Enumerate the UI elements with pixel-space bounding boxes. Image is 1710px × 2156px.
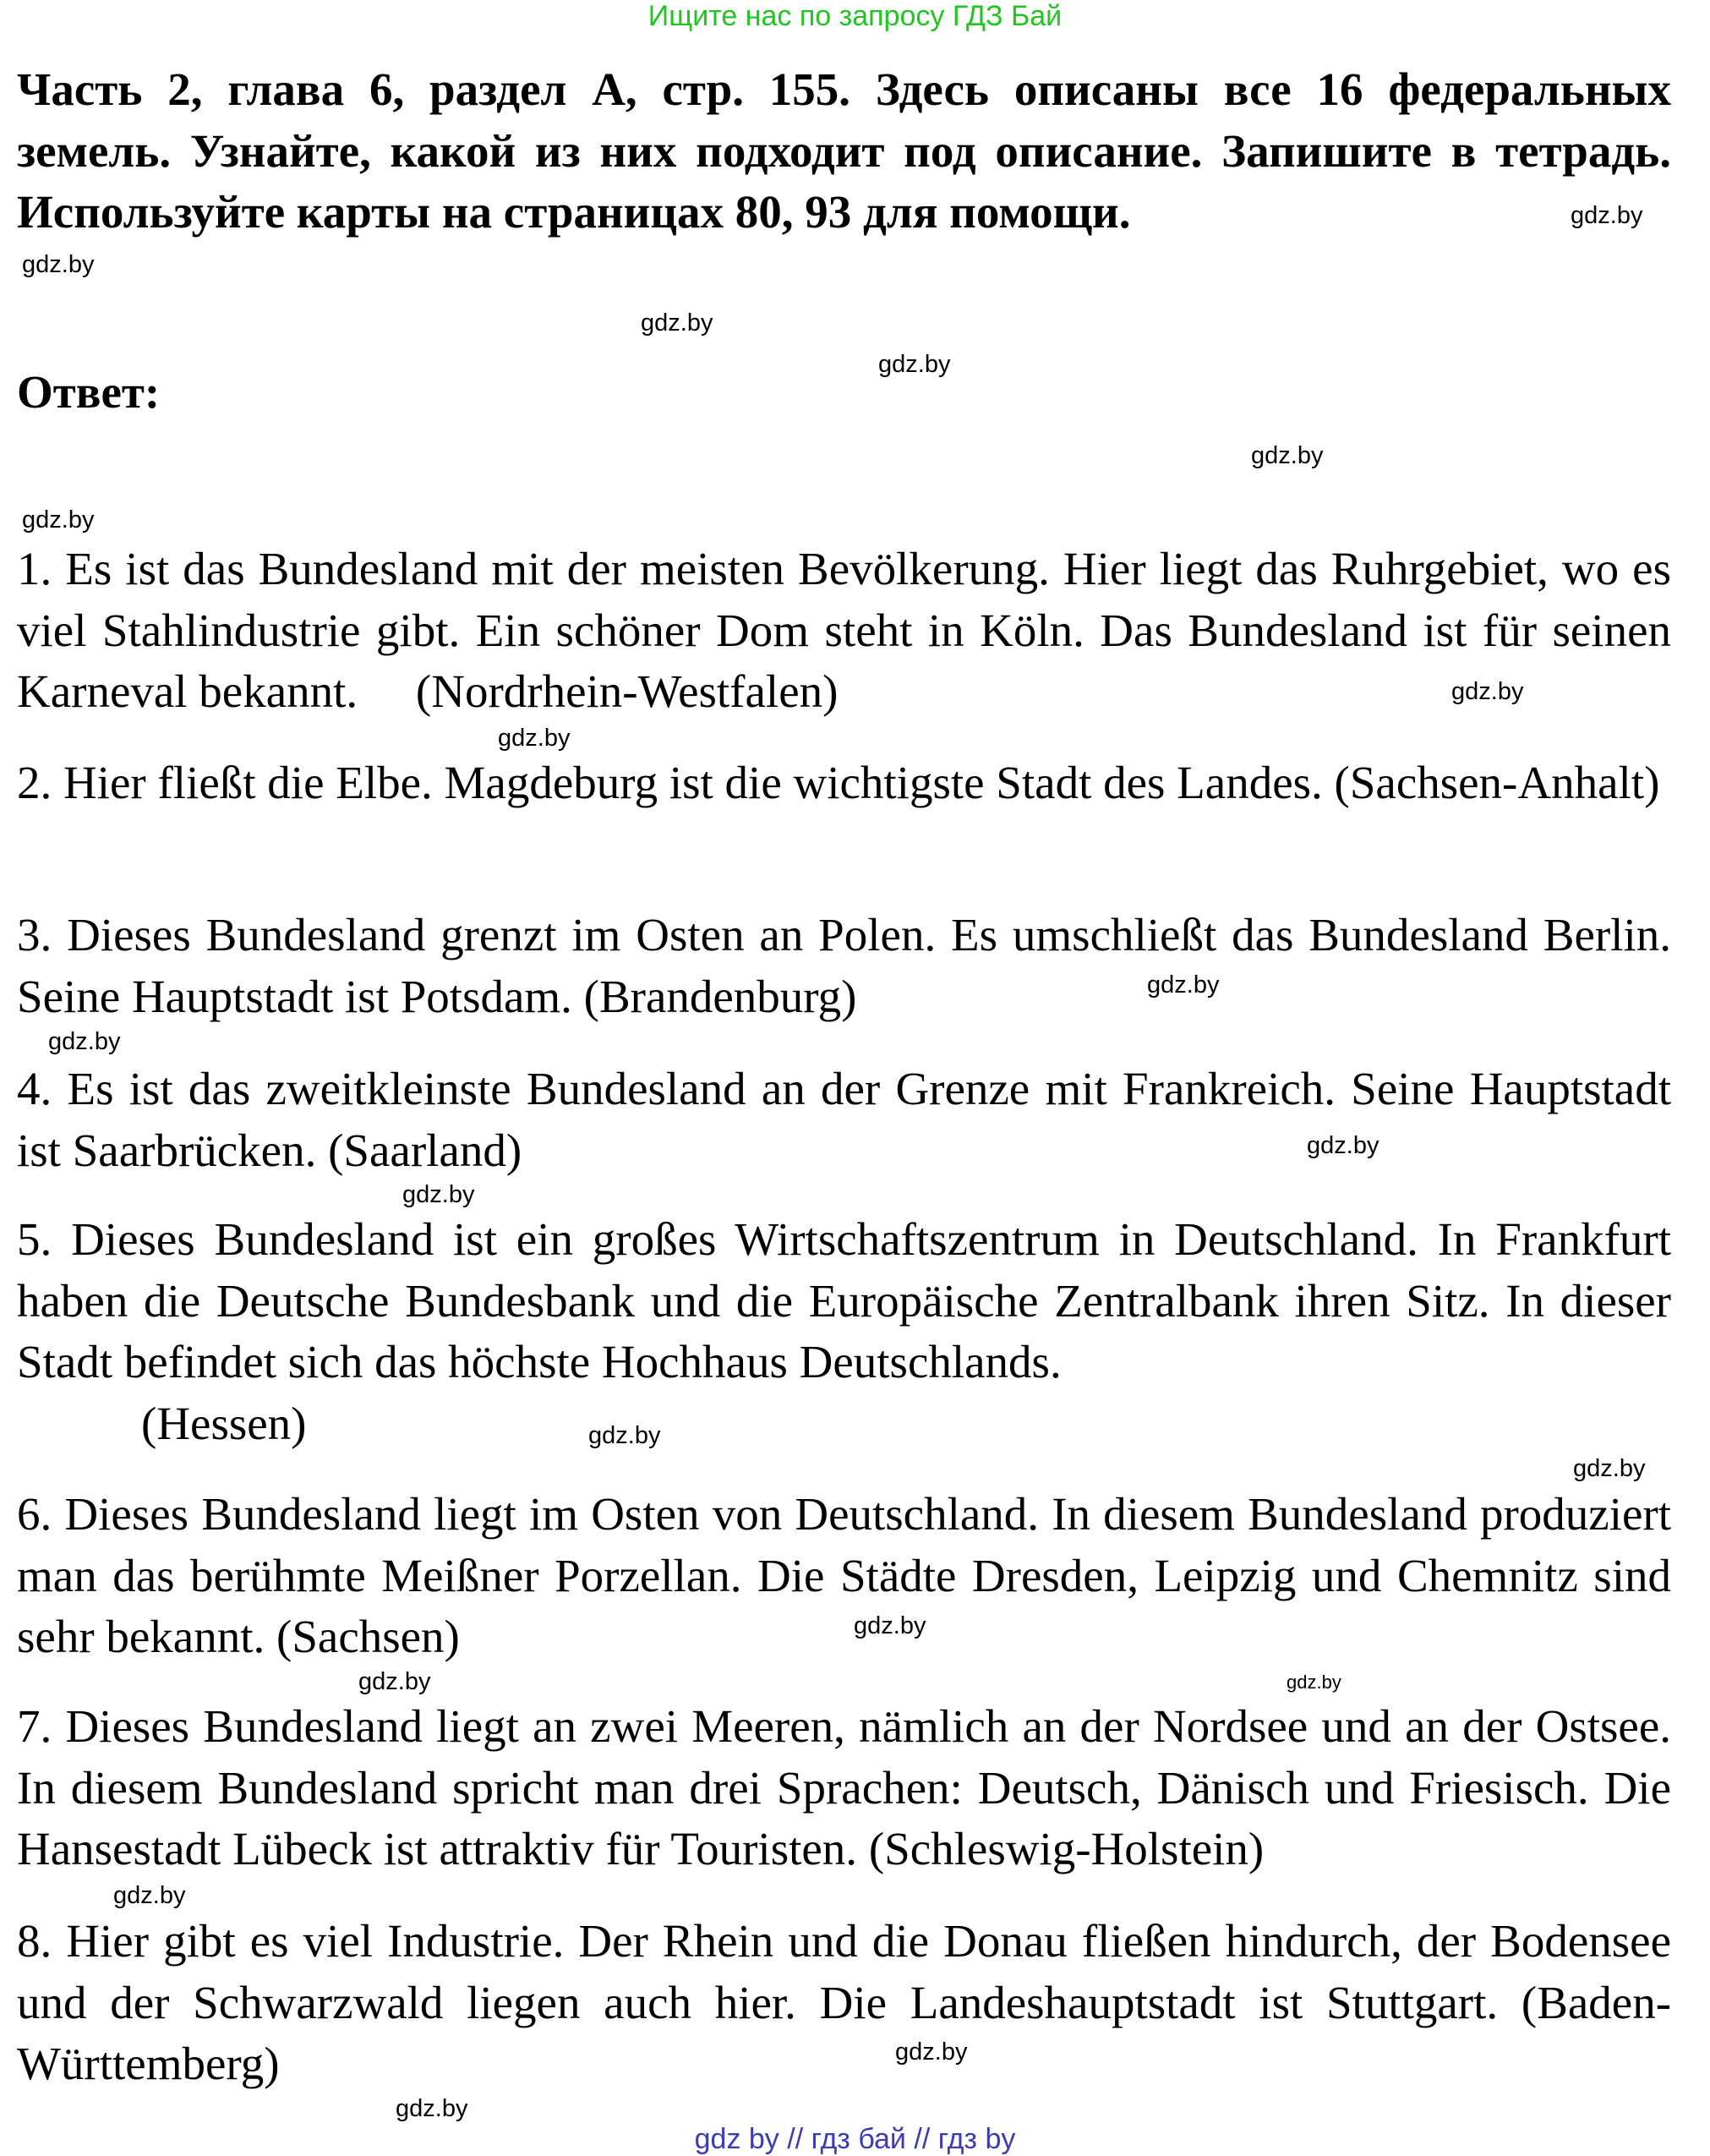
item-answer: (Nordrhein-Westfalen) (415, 665, 839, 718)
item-text: 1. Es ist das Bundesland mit der meisten Bevölkerung. Hier liegt das Ruhrgebiet, wo es viel Stahlindustrie gibt. Ein schöner Dom steht in Köln. Das Bundesland ist für seinen Karneval bekannt. (17, 543, 1671, 718)
item-text: 6. Dieses Bundesland liegt im Osten von Deutschland. In diesem Bundesland produziert man das berühmte Meißner Porzellan. Die Städte Dresden, Leipzig und Chemnitz sind sehr bekannt. (17, 1488, 1671, 1663)
task-heading: Часть 2, глава 6, раздел A, стр. 155. Здесь описаны все 16 федеральных земель. Узнайте, какой из них подходит под описание. Запишите в тетрадь. Используйте карты на страницах 80, 93 для помощи. (17, 63, 1671, 238)
answer-item-8 (17, 1911, 1671, 2095)
watermark: gdz.by (641, 309, 713, 337)
item-answer: (Hessen) (141, 1397, 307, 1449)
item-answer: (Sachsen-Anhalt) (1334, 757, 1660, 808)
item-text: 4. Es ist das zweitkleinste Bundesland an der Grenze mit Frankreich. Seine Hauptstadt ist Saarbrücken. (17, 1063, 1671, 1176)
watermark: gdz.by (22, 251, 95, 278)
watermark: gdz.by (895, 2038, 968, 2066)
item-answer: (Brandenburg) (583, 970, 857, 1022)
item-answer: (Baden-Württemberg) (17, 1976, 1672, 2090)
watermark: gdz.by (498, 725, 571, 752)
watermark: gdz.by (1571, 202, 1643, 229)
answer-item-6 (17, 1484, 1671, 1668)
watermark: gdz.by (1147, 971, 1220, 999)
search-banner[interactable]: Ищите нас по запросу ГДЗ Бай (647, 0, 1063, 32)
item-text: 5. Dieses Bundesland ist ein großes Wirtschaftszentrum in Deutschland. In Frankfurt haben die Deutsche Bundesbank und die Europäische Zentralbank ihren Sitz. In dieser Stadt befindet sich das höchste Hochhaus Deutschlands. (17, 1213, 1671, 1388)
watermark: gdz.by (358, 1668, 431, 1695)
item-text: 3. Dieses Bundesland grenzt im Osten an Polen. Es umschließt das Bundesland Berlin. Seine Hauptstadt ist Potsdam. (17, 909, 1671, 1022)
answer-item-7 (17, 1696, 1671, 1880)
watermark: gdz.by (1251, 442, 1324, 469)
footer-links[interactable]: gdz by // гдз бай // гдз by (694, 2123, 1016, 2155)
answer-item-2 (17, 752, 1671, 814)
answer-item-4 (17, 1059, 1671, 1181)
watermark: gdz.by (113, 1882, 186, 1909)
item-text: 8. Hier gibt es viel Industrie. Der Rhein und die Donau fließen hindurch, der Bodensee und der Schwarzwald liegen auch hier. Die Landeshauptstadt ist Stuttgart. (17, 1915, 1671, 2028)
answer-item-1 (17, 539, 1671, 723)
watermark: gdz.by (854, 1612, 926, 1639)
watermark: gdz.by (22, 506, 95, 534)
item-answer: (Schleswig-Holstein) (868, 1823, 1265, 1875)
item-answer: (Saarland) (328, 1124, 522, 1176)
answer-label: Ответ: (17, 366, 161, 418)
answer-item-3 (17, 905, 1671, 1027)
watermark: gdz.by (1287, 1672, 1341, 1693)
watermark: gdz.by (878, 351, 951, 378)
watermark: gdz.by (48, 1028, 121, 1055)
watermark: gdz.by (402, 1181, 475, 1208)
item-answer: (Sachsen) (276, 1611, 460, 1663)
watermark: gdz.by (588, 1422, 661, 1449)
item-text: 2. Hier fließt die Elbe. Magdeburg ist die wichtigste Stadt des Landes. (17, 757, 1323, 808)
watermark: gdz.by (396, 2095, 468, 2122)
item-text: 7. Dieses Bundesland liegt an zwei Meeren, nämlich an der Nordsee und an der Ostsee. In diesem Bundesland spricht man drei Sprachen: Deutsch, Dänisch und Friesisch. Die Hansestadt Lübeck ist attraktiv für Touristen. (17, 1700, 1671, 1875)
watermark: gdz.by (1573, 1455, 1646, 1482)
watermark: gdz.by (1451, 678, 1524, 705)
answer-item-5 (17, 1209, 1671, 1454)
watermark: gdz.by (1307, 1132, 1379, 1159)
